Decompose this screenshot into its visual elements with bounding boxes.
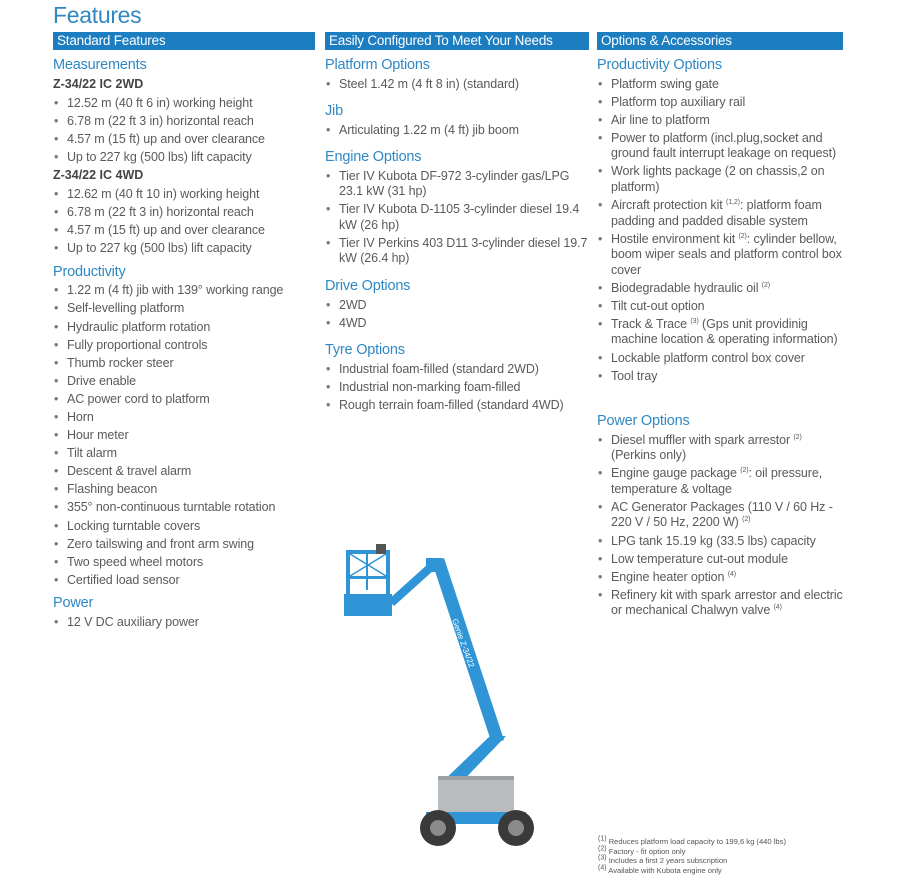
- list-item: • AC Generator Packages (110 V / 60 Hz - 220 V / 50 Hz, 2200 W) $^{(2)}$: [597, 500, 843, 531]
- model-4wd-list: [53, 187, 315, 257]
- footnote: $^{(4)}$ Available with Kubota engine only: [598, 864, 722, 875]
- list-item: • 4.57 m (15 ft) up and over clearance: [53, 223, 315, 239]
- footnote-ref: (3): [690, 317, 699, 325]
- list-item: • Tool tray: [597, 369, 843, 385]
- list-item: • Thumb rocker steer: [53, 356, 315, 372]
- platform-basket: [344, 544, 392, 616]
- page-title: Features: [53, 2, 142, 28]
- standard-features-header: Standard Features: [53, 32, 315, 50]
- list-item: • Steel 1.42 m (4 ft 8 in) (standard): [325, 77, 589, 93]
- drive-options-list: [325, 298, 589, 332]
- footnote: $^{(2)}$ Factory - fit option only: [598, 845, 686, 856]
- footnote-ref: (2): [738, 232, 747, 240]
- configured-header: Easily Configured To Meet Your Needs: [325, 32, 589, 50]
- jib-list: [325, 123, 589, 139]
- list-item: • Flashing beacon: [53, 482, 315, 498]
- list-item: • Tilt alarm: [53, 446, 315, 462]
- list-item: • Rough terrain foam-filled (standard 4WD): [325, 398, 589, 414]
- model-4wd-heading: Z-34/22 IC 4WD: [53, 168, 144, 183]
- list-item: • Up to 227 kg (500 lbs) lift capacity: [53, 241, 315, 257]
- list-item: • 6.78 m (22 ft 3 in) horizontal reach: [53, 205, 315, 221]
- platform-options-heading: Platform Options: [325, 57, 430, 73]
- list-item: • Fully proportional controls: [53, 338, 315, 354]
- platform-options-list: [325, 77, 589, 93]
- list-item: • Zero tailswing and front arm swing: [53, 537, 315, 553]
- list-item: • Descent & travel alarm: [53, 464, 315, 480]
- list-item: • Engine heater option $^{(4)}$: [597, 570, 843, 586]
- footnote-ref: (2): [740, 467, 749, 475]
- list-item: • Air line to platform: [597, 113, 843, 129]
- list-item: • Platform top auxiliary rail: [597, 95, 843, 111]
- tyre-options-heading: Tyre Options: [325, 342, 405, 359]
- list-item: • Work lights package (2 on chassis,2 on platform): [597, 164, 843, 195]
- list-item: • Aircraft protection kit $^{(1,2)}$: platform foam padding and padded disable system: [597, 198, 843, 229]
- list-item: • 4.57 m (15 ft) up and over clearance: [53, 132, 315, 148]
- list-item: • Drive enable: [53, 374, 315, 390]
- footnote: $^{(1)}$ Reduces platform load capacity to 199,6 kg (440 lbs): [598, 835, 786, 846]
- power-options-list: [597, 433, 843, 619]
- tyre-options-list: [325, 362, 589, 414]
- list-item: • 12 V DC auxiliary power: [53, 615, 315, 631]
- list-item: • 12.62 m (40 ft 10 in) working height: [53, 187, 315, 203]
- list-item: • Tier IV Kubota DF-972 3-cylinder gas/LPG 23.1 kW (31 hp): [325, 169, 589, 200]
- list-item: • Industrial foam-filled (standard 2WD): [325, 362, 589, 378]
- footnote-ref: (4): [773, 604, 782, 612]
- footnote: $^{(3)}$ Includes a first 2 years subscription: [598, 854, 728, 866]
- options-column: [597, 32, 843, 619]
- list-item: • Low temperature cut-out module: [597, 552, 843, 568]
- list-item: • 12.52 m (40 ft 6 in) working height: [53, 96, 315, 112]
- list-item: • Refinery kit with spark arrestor and electric or mechanical Chalwyn valve $^{(4)}$: [597, 588, 843, 619]
- footnote-ref: (2): [761, 281, 771, 289]
- model-2wd-heading: Z-34/22 IC 2WD: [53, 77, 144, 91]
- boom-lift-illustration: [330, 540, 570, 858]
- measurements-heading: Measurements: [53, 57, 147, 73]
- list-item: • 6.78 m (22 ft 3 in) horizontal reach: [53, 114, 315, 130]
- list-item: • Hour meter: [53, 428, 315, 444]
- list-item: • Locking turntable covers: [53, 519, 315, 535]
- footnote-ref: (2): [742, 516, 751, 524]
- list-item: • AC power cord to platform: [53, 392, 315, 408]
- list-item: • Biodegradable hydraulic oil $^{(2)}$: [597, 281, 843, 297]
- list-item: • Track & Trace $^{(3)}$ (Gps unit providinig machine location & operating information): [597, 317, 843, 348]
- list-item: • Certified load sensor: [53, 573, 315, 589]
- footnotes: [598, 837, 898, 875]
- productivity-options-list: [597, 77, 843, 385]
- list-item: • Diesel muffler with spark arrestor $^{(2)}$ (Perkins only): [597, 433, 843, 464]
- footnote-ref: (2): [793, 433, 802, 441]
- list-item: • Tilt cut-out option: [597, 299, 843, 315]
- list-item: • Horn: [53, 410, 315, 426]
- power-options-heading: Power Options: [597, 413, 690, 430]
- list-item: • Industrial non-marking foam-filled: [325, 380, 589, 396]
- power-list: [53, 615, 315, 631]
- list-item: • Tier IV Kubota D-1105 3-cylinder diesel 19.4 kW (26 hp): [325, 202, 589, 233]
- standard-features-column: [53, 32, 315, 630]
- configured-column: [325, 32, 589, 413]
- list-item: • 1.22 m (4 ft) jib with 139° working range: [53, 283, 315, 299]
- list-item: • 2WD: [325, 298, 589, 314]
- list-item: • Hostile environment kit $^{(2)}$: cylinder bellow, boom wiper seals and platform control box cover: [597, 232, 843, 279]
- list-item: • Articulating 1.22 m (4 ft) jib boom: [325, 123, 589, 139]
- power-heading: Power: [53, 595, 94, 612]
- list-item: • Up to 227 kg (500 lbs) lift capacity: [53, 150, 315, 166]
- jib-heading: Jib: [325, 103, 343, 120]
- wheel-front: [420, 810, 456, 846]
- list-item: • Two speed wheel motors: [53, 555, 315, 571]
- list-item: • Platform swing gate: [597, 77, 843, 93]
- list-item: • Tier IV Perkins 403 D11 3-cylinder diesel 19.7 kW (26.4 hp): [325, 236, 589, 267]
- list-item: • Hydraulic platform rotation: [53, 320, 315, 336]
- list-item: • 4WD: [325, 316, 589, 332]
- list-item: • Self-levelling platform: [53, 301, 315, 317]
- engine-options-list: [325, 169, 589, 267]
- productivity-heading: Productivity: [53, 263, 126, 280]
- productivity-list: [53, 283, 315, 588]
- list-item: • Engine gauge package $^{(2)}$: oil pressure, temperature & voltage: [597, 466, 843, 497]
- options-header: Options & Accessories: [597, 32, 843, 50]
- engine-options-heading: Engine Options: [325, 149, 422, 166]
- productivity-options-heading: Productivity Options: [597, 57, 722, 73]
- model-2wd-list: [53, 96, 315, 166]
- list-item: • Power to platform (incl.plug,socket and ground fault interrupt leakage on request): [597, 131, 843, 162]
- list-item: • Lockable platform control box cover: [597, 351, 843, 367]
- drive-options-heading: Drive Options: [325, 277, 411, 294]
- list-item: • 355° non-continuous turntable rotation: [53, 500, 315, 516]
- list-item: • LPG tank 15.19 kg (33.5 lbs) capacity: [597, 534, 843, 550]
- boom-label: Genie Z-34/22: [450, 617, 477, 669]
- wheel-rear: [498, 810, 534, 846]
- footnote-ref: (4): [727, 570, 737, 578]
- footnote-ref: (1,2): [726, 198, 740, 206]
